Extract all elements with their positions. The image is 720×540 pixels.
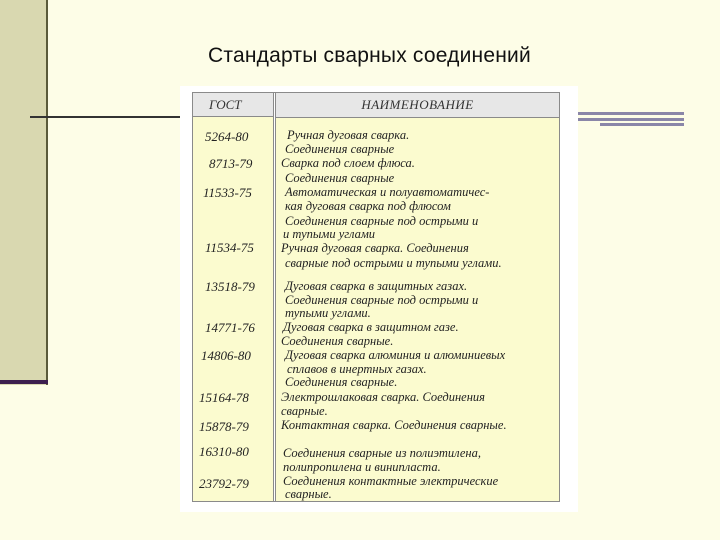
name-line: сварные. (281, 404, 328, 418)
name-line: сплавов в инертных газах. (287, 362, 427, 376)
gost-code: 14806-80 (201, 348, 251, 363)
name-line: Соединения сварные (285, 142, 395, 156)
name-line: Электрошлаковая сварка. Соединения (281, 390, 485, 404)
name-line: кая дуговая сварка под флюсом (285, 199, 451, 213)
name-line: Автоматическая и полуавтоматичес- (285, 185, 490, 199)
left-decor-bar (0, 0, 48, 385)
name-line: Дуговая сварка в защитном газе. (283, 320, 459, 334)
name-line: Контактная сварка. Соединения сварные. (281, 418, 507, 432)
name-line: Ручная дуговая сварка. (287, 128, 410, 142)
gost-code: 14771-76 (205, 320, 255, 335)
gost-code: 13518-79 (205, 279, 255, 294)
name-line: Соединения сварные (285, 171, 395, 185)
column-divider (273, 93, 276, 501)
name-line: сварные под острыми и тупыми углами. (285, 256, 502, 270)
name-line: полипропилена и винипласта. (283, 460, 441, 474)
decor-rule-right-1 (578, 112, 684, 115)
gost-code: 11533-75 (203, 185, 252, 200)
gost-code: 11534-75 (205, 240, 254, 255)
name-line: и тупыми углами (283, 227, 376, 241)
name-line: Соединения сварные. (285, 375, 398, 389)
name-line: Соединения сварные под острыми и (285, 293, 479, 307)
gost-code: 23792-79 (199, 476, 249, 491)
standards-table (192, 92, 560, 502)
gost-code: 8713-79 (209, 156, 253, 171)
name-line: Соединения сварные. (281, 334, 394, 348)
decor-rule-right-2 (578, 118, 684, 121)
name-line: Дуговая сварка в защитных газах. (285, 279, 468, 293)
name-line: Сварка под слоем флюса. (281, 156, 415, 170)
name-line: Соединения сварные под острыми и (285, 214, 479, 228)
title-underline-left (30, 116, 182, 118)
header-name: НАИМЕНОВАНИЕ (276, 93, 559, 118)
header-gost: ГОСТ (193, 93, 273, 117)
gost-code: 16310-80 (199, 444, 249, 459)
name-line: Ручная дуговая сварка. Соединения (281, 241, 469, 255)
name-line: Дуговая сварка алюминия и алюминиевых (285, 348, 506, 362)
name-line: Соединения контактные электрические (283, 474, 499, 488)
name-line: тупыми углами. (285, 306, 371, 320)
gost-code: 15164-78 (199, 390, 249, 405)
decor-rule-right-3 (600, 123, 684, 126)
gost-code: 5264-80 (205, 129, 249, 144)
name-line: сварные. (285, 487, 332, 501)
gost-code: 15878-79 (199, 419, 249, 434)
slide-title: Стандарты сварных соединений (208, 44, 531, 67)
left-decor-accent (0, 380, 48, 384)
name-line: Соединения сварные из полиэтилена, (283, 446, 481, 460)
